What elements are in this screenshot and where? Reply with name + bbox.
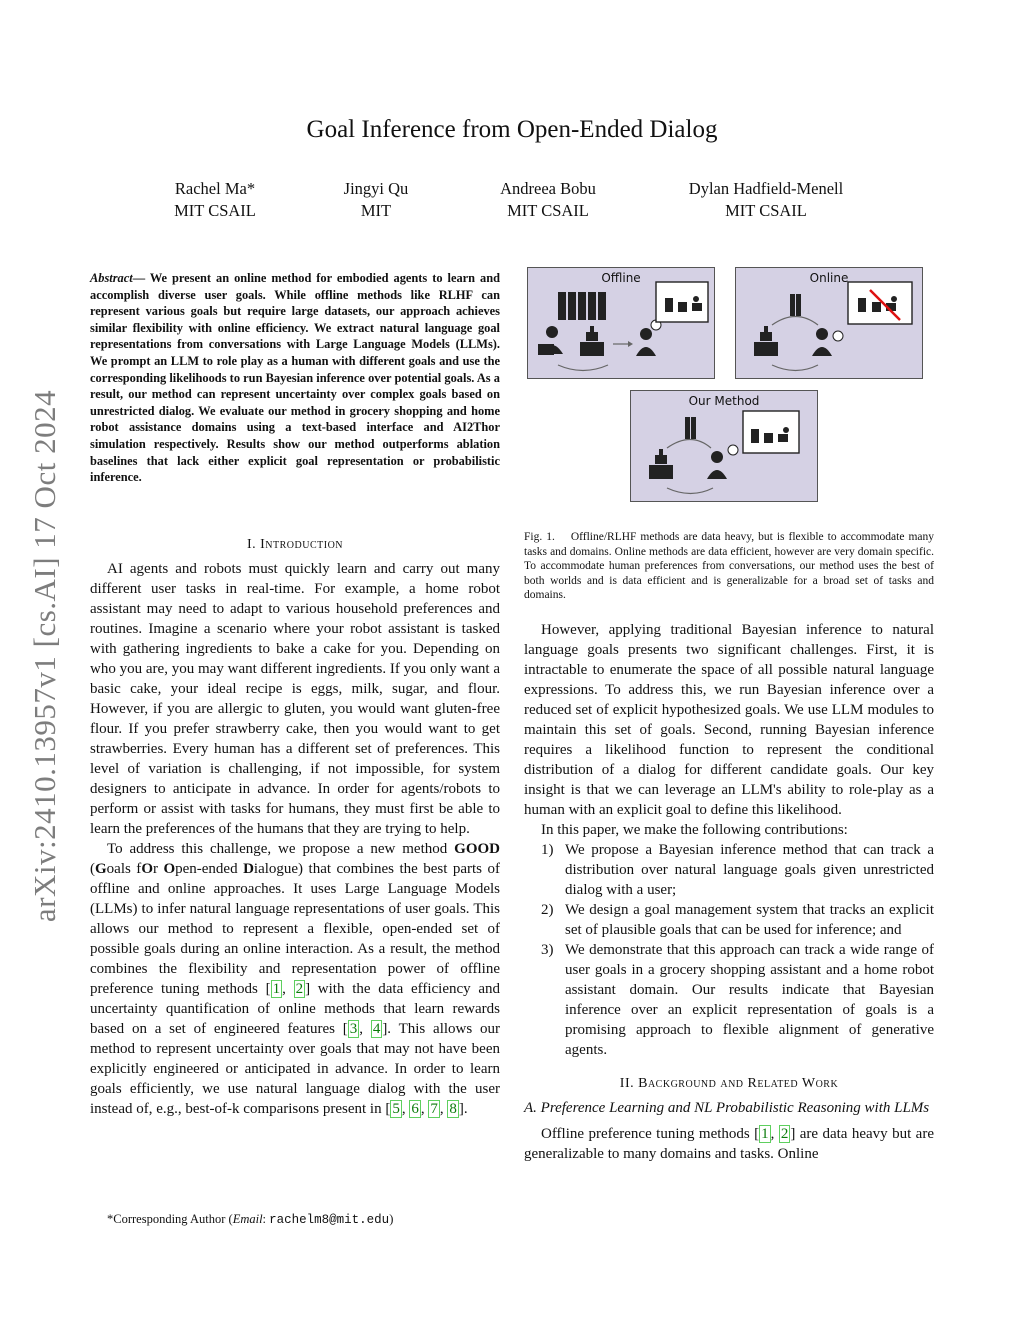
caption-label: Fig. 1. [524,531,555,543]
citation-link[interactable]: 8 [449,1101,457,1117]
thought-bubble-icon [833,331,843,341]
abstract [90,270,500,486]
citation-link[interactable]: 1 [272,981,281,997]
robot-icon [754,326,778,356]
person-icon [812,328,832,356]
citation-link[interactable]: 1 [761,1126,769,1142]
paragraph: AI agents and robots must quickly learn and carry out many different user tasks in real-time. For example, a home robot assistant may need to adapt to various household preferences and routines. Imagine a scenario where your robot assistant is tasked with gathering ingredients to bake a cake for you. Depending on who you are, you may want different ingredients. If you only want a basic cake, your ideal recipe is eggs, milk, sugar, and flour. However, if you are allergic to gluten, you would want gluten-free flour. If you prefer strawberry cake, then you would want to get strawberries. Every human has a different set of preferences. This level of variation is challenging, if not impossible, for system designers to anticipate in advance. In order for agents/robots to perform or assist with tasks for humans, they must first be able to learn the preferences of the humans that they are trying to help. [90,561,500,837]
person-icon [707,451,727,479]
citation-link[interactable]: 5 [392,1101,400,1117]
panel-title: Offline [601,271,641,285]
introduction-section [90,535,500,1119]
panel-title: Our Method [688,394,760,408]
author-name: Jingyi Qu [343,179,409,198]
author-affiliation: MIT [360,201,392,220]
list-item: 1) We propose a Bayesian inference method that can track a distribution over natural language goals given unrestricted dialog with a user; [541,842,934,898]
section-title: Background and Related Work [638,1076,839,1091]
arxiv-stamp [27,368,63,943]
author-block [666,178,866,222]
email-link[interactable]: rachelm8@mit.edu [269,1213,390,1227]
figure-panel-online [735,267,923,379]
section-number: I. [246,537,257,552]
figure-panel-ours [630,390,818,502]
paragraph: Offline preference tuning methods [ 1 , 2 ] are data heavy but are generalizable to many domains and tasks. Online [524,1126,934,1162]
offline-illustration [528,268,714,378]
paragraph: To address this challenge, we propose a new method GOOD (Goals fOr Open-ended Dialogue) that combines the best parts of offline and online approaches. It uses Large Language Models (LLMs) to infer natural language representations of user goals. This allows our method to represent a flexible, open-ended set of possible goals during an online interaction. As a result, the method combines the flexibility and representation power of offline preference tuning methods [ 1 , 2 ] with the data efficiency and uncertainty quantification of online methods that learn rewards based on a set of engineered features [ 3 , 4 ]. This allows our method to represent uncertainty over goals that may not have been explicitly engineered or anticipated in advance. In order to learn goals efficiently, we use natural language dialog with the user instead of, e.g., best-of-k comparisons present in [ 5 , 6 , 7 , 8 ]. [90,841,501,1117]
figure-1 [527,267,923,524]
robot-icon [649,449,673,479]
list-item: 2) We design a goal management system that tracks an explicit set of plausible goals that can be used for inference; and [541,902,934,938]
thought-bubble-icon [728,445,738,455]
citation-link[interactable]: 4 [372,1021,381,1037]
author-affiliation: MIT CSAIL [725,201,807,220]
books-icon [558,292,606,320]
subsection-heading: A. Preference Learning and NL Probabilistic Reasoning with LLMs [524,1100,930,1116]
section-title: Introduction [260,537,344,552]
paper-title: Goal Inference from Open-Ended Dialog [306,116,718,143]
author-name: Dylan Hadfield-Menell [688,179,844,198]
arxiv-id: arXiv:2410.13957v1 [cs.AI] 17 Oct 2024 [27,389,63,922]
abstract-label: Abstract [90,271,133,285]
figure-panel-offline [527,267,715,379]
citation-link[interactable]: 6 [411,1101,419,1117]
author-block [316,178,436,222]
panel-title: Online [809,271,849,285]
author-block [140,178,290,222]
citation-link[interactable]: 2 [780,1126,789,1142]
abstract-text: — We present an online method for embodied agents to learn and accomplish diverse user goals. While offline methods like RLHF can represent various goals but require large datasets, our approach achieves similar flexibility with online efficiency. We extract natural language goal representations from conversations with Large Language Models (LLMs). We prompt an LLM to role play as a human with different goals and use the corresponding likelihoods to run Bayesian inference over potential goals. As a result, our method can represent uncertainty over complex goals based on unrestricted dialog. We evaluate our method in grocery shopping and home robot assistance domains using a text-based interface and AI2Thor simulation respectively. Results show our method outperforms ablation baselines that lack either explicit goal representation or probabilistic inference. [90,271,500,485]
citation-link[interactable]: 2 [295,981,304,997]
citation-link[interactable]: 3 [349,1021,358,1037]
contributions-list [524,840,934,1060]
books-icon [790,294,801,316]
ours-illustration [631,391,817,501]
caption-text: Offline/RLHF methods are data heavy, but is flexible to accommodate many tasks and domains. Online methods are data efficient, however are very domain specific. To accommodate human preferences from conversations, our method uses the best of both worlds and is data efficient and is generalizable for a broad set of tasks and domains. [524,531,935,602]
author-affiliation: MIT CSAIL [174,201,256,220]
author-block [473,178,623,222]
author-name: Andreea Bobu [500,179,596,198]
paragraph: In this paper, we make the following contributions: [541,822,848,838]
right-column-text [524,620,934,1164]
paragraph: However, applying traditional Bayesian inference to natural language goals presents two significant challenges. First, it is intractable to enumerate the space of all possible natural language expressions. To address this, we run Bayesian inference over a reduced set of explicit hypothesized goals. We use LLM modules to maintain this set of goals. Second, running Bayesian inference requires a likelihood function to represent the conditional distribution of a dialog for different candidate goals. Our key insight is that we can leverage an LLM's ability to role-play as a human with an explicit goal to define this likelihood. [524,622,934,818]
author-affiliation: MIT CSAIL [507,201,589,220]
section-heading [524,1074,934,1094]
person-icon [636,328,656,356]
section-heading [90,535,500,555]
figure-caption [524,530,934,603]
footnote: *Corresponding Author (Email: rachelm8@mit.edu) [107,1212,394,1227]
books-icon [685,417,696,439]
citation-link[interactable]: 7 [430,1101,438,1117]
person-laptop-icon [538,326,563,355]
section-number: II. [619,1076,635,1091]
author-name: Rachel Ma* [174,179,256,198]
list-item: 3) We demonstrate that this approach can track a wide range of user goals in a grocery shopping assistant and a home robot assistant domain. Our results indicate that Bayesian inference over an explicit representation of goals is a promising approach to flexible alignment of generative agents. [541,942,934,1058]
robot-icon [580,326,604,356]
online-illustration [736,268,922,378]
